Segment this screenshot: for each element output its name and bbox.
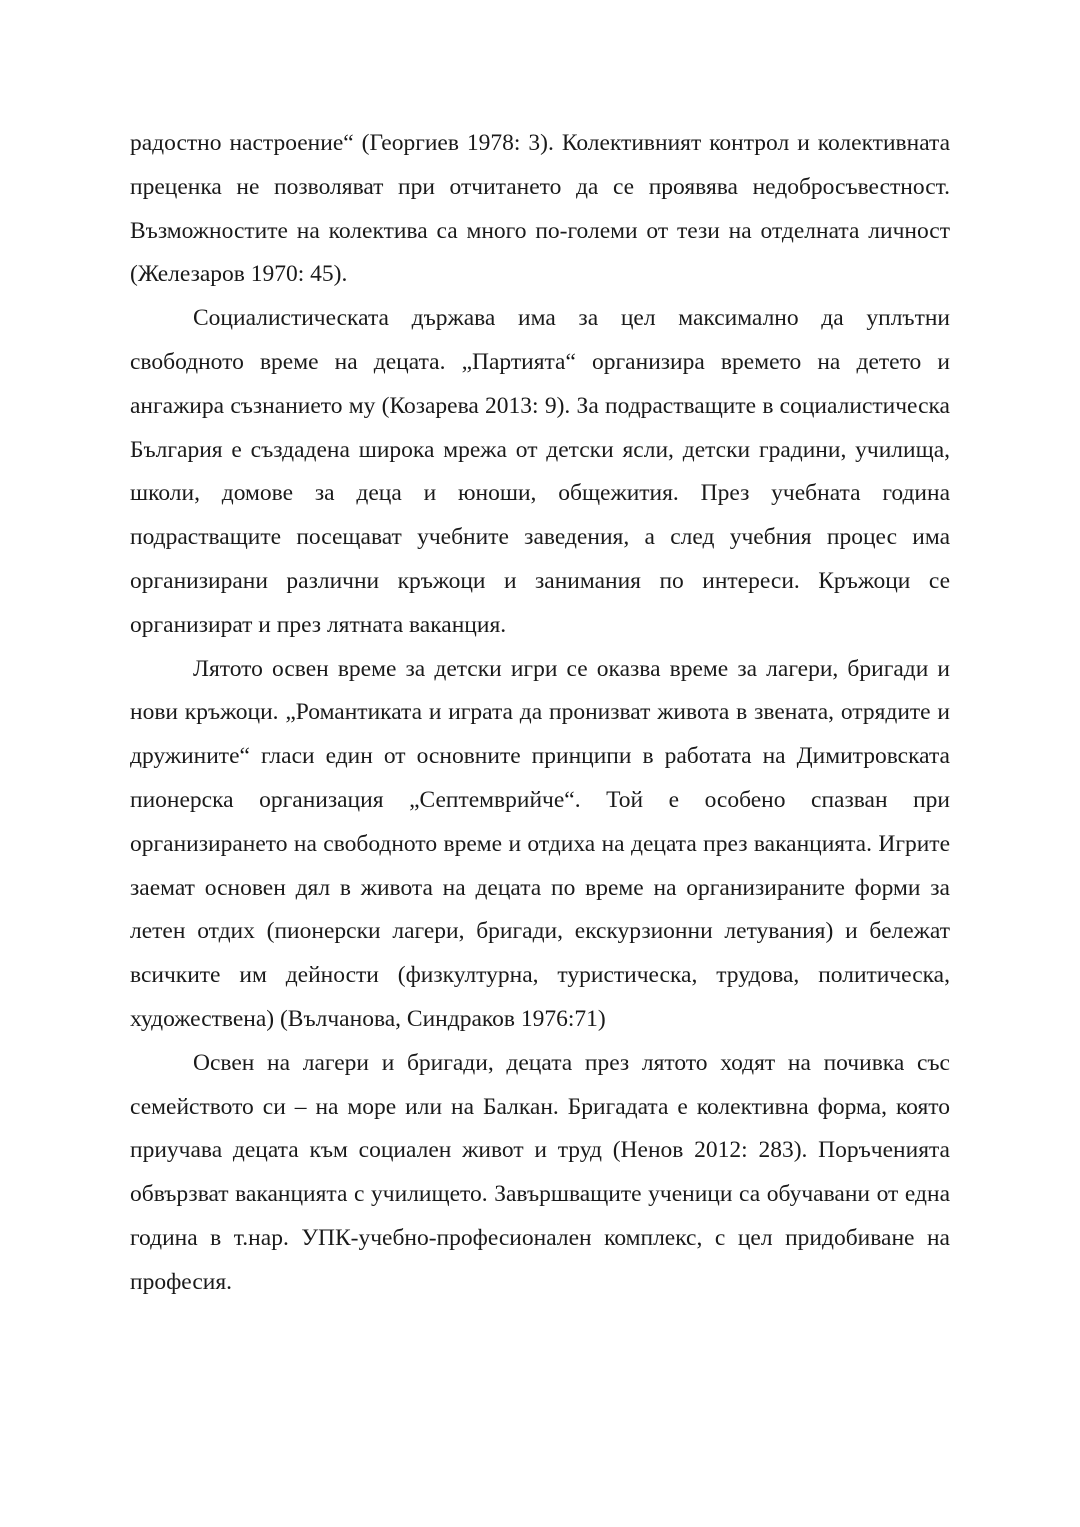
paragraph-2: Социалистическата държава има за цел максимално да уплътни свободното време на децата. „Партията“ организира времето на детето и ангажира съзнанието му (Козарева 2013: 9). За подрастващите в социалистическа България е създадена широка мрежа от детски ясли, детски градини, училища, школи, домове за деца и юноши, общежития. През учебната година подрастващите посещават учебните заведения, а след учебния процес има организирани различни кръжоци и занимания по интереси. Кръжоци се организират и през лятната ваканция. [130,305,950,638]
document-page [130,122,950,1305]
paragraph-4: Освен на лагери и бригади, децата през лятото ходят на почивка със семейството си – на море или на Балкан. Бригадата е колективна форма, която приучава децата към социален живот и труд (Ненов 2012: 283). Поръченията обвързват ваканцията с училището. Завършващите ученици са обучавани от една година в т.нар. УПК-учебно-професионален комплекс, с цел придобиване на професия. [130,1049,950,1295]
paragraph-1: радостно настроение“ (Георгиев 1978: 3). Колективният контрол и колективната преценка не позволяват при отчитането да се проявява недобросъвестност. Възможностите на колектива са много по-големи от тези на отделната личност (Железаров 1970: 45). [130,130,950,288]
paragraph-3: Лятото освен време за детски игри се оказва време за лагери, бригади и нови кръжоци. „Романтиката и играта да пронизват живота в звената, отрядите и дружините“ гласи един от основните принципи в работата на Димитровската пионерска организация „Септемврийче“. Той е особено спазван при организирането на свободното време и отдиха на децата през ваканцията. Игрите заемат основен дял в живота на децата по време на организираните форми за летен отдих (пионерски лагери, бригади, екскурзионни летувания) и бележат всичките им дейности (физкултурна, туристическа, трудова, политическа, художествена) (Вълчанова, Синдраков 1976:71) [130,655,950,1032]
